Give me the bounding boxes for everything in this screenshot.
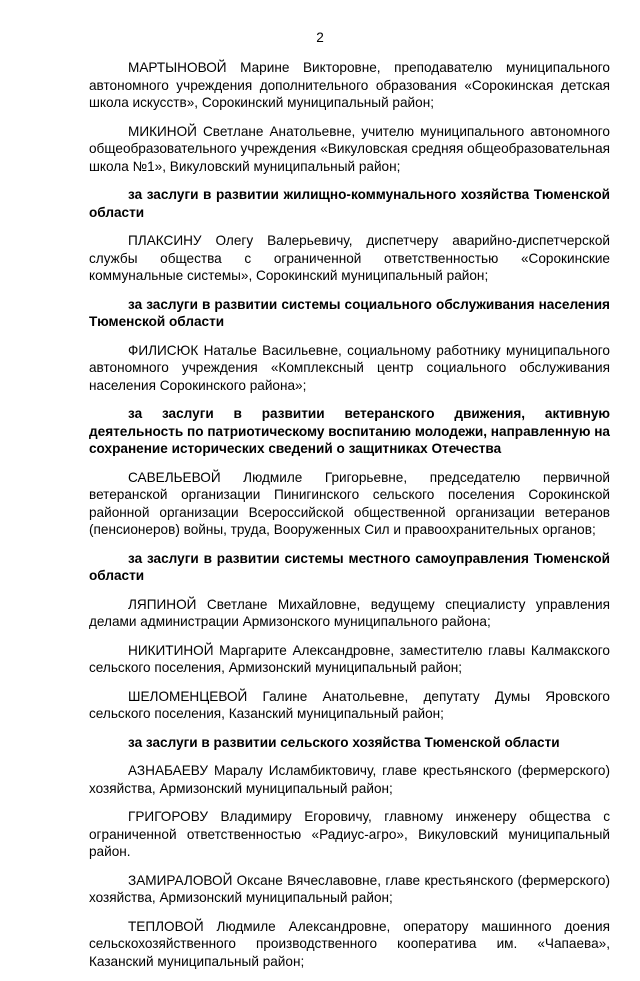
section-heading: за заслуги в развитии жилищно-коммунального хозяйства Тюменской области	[89, 187, 610, 220]
award-entry: САВЕЛЬЕВОЙ Людмиле Григорьевне, председателю первичной ветеранской организации Пинигинского сельского поселения Сорокинской районной организации Всероссийской общественной организации ветеранов (пенсионеров) войны, труда, Вооруженных Сил и правоохранительных органов;	[89, 469, 610, 537]
award-entry: АЗНАБАЕВУ Маралу Исламбиктовичу, главе крестьянского (фермерского) хозяйства, Армизонский муниципальный район;	[89, 763, 610, 796]
section-heading: за заслуги в развитии ветеранского движения, активную деятельность по патриотическому воспитанию молодежи, направленную на сохранение исторических сведений о защитниках Отечества	[89, 406, 610, 456]
award-entry: ГРИГОРОВУ Владимиру Егоровичу, главному инженеру общества с ограниченной ответственностью «Радиус-агро», Викуловский муниципальный район.	[89, 809, 610, 859]
award-entry: МАРТЫНОВОЙ Марине Викторовне, преподавателю муниципального автономного учреждения дополнительного образования «Сорокинская детская школа искусств», Сорокинский муниципальный район;	[89, 60, 610, 110]
award-entry: ШЕЛОМЕНЦЕВОЙ Галине Анатольевне, депутату Думы Яровского сельского поселения, Казанский муниципальный район;	[89, 688, 610, 721]
award-entry: МИКИНОЙ Светлане Анатольевне, учителю муниципального автономного общеобразовательного учреждения «Викуловская средняя общеобразовательная школа №1», Викуловский муниципальный район;	[89, 123, 610, 174]
award-entry: ФИЛИСЮК Наталье Васильевне, социальному работнику муниципального автономного учреждения «Комплексный центр социального обслуживания населения Сорокинского района»;	[89, 342, 610, 393]
section-heading: за заслуги в развитии системы местного самоуправления Тюменской области	[89, 550, 610, 583]
award-entry: НИКИТИНОЙ Маргарите Александровне, заместителю главы Калмакского сельского поселения, Армизонский муниципальный район;	[89, 642, 610, 675]
page-number: 2	[316, 30, 324, 45]
award-entry: ПЛАКСИНУ Олегу Валерьевичу, диспетчеру аварийно-диспетчерской службы общества с ограниченной ответственностью «Сорокинские коммунальные системы», Сорокинский муниципальный район;	[89, 233, 610, 283]
document-body	[89, 59, 610, 981]
section-heading: за заслуги в развитии сельского хозяйства Тюменской области	[128, 734, 560, 750]
section-heading: за заслуги в развитии системы социального обслуживания населения Тюменской области	[89, 296, 610, 329]
award-entry: ЗАМИРАЛОВОЙ Оксане Вячеславовне, главе крестьянского (фермерского) хозяйства, Армизонский муниципальный район;	[89, 872, 610, 905]
award-entry: ТЕПЛОВОЙ Людмиле Александровне, оператору машинного доения сельскохозяйственного производственного кооператива им. «Чапаева», Казанский муниципальный район;	[89, 918, 610, 969]
award-entry: ЛЯПИНОЙ Светлане Михайловне, ведущему специалисту управления делами администрации Армизонского муниципального района;	[89, 596, 610, 629]
